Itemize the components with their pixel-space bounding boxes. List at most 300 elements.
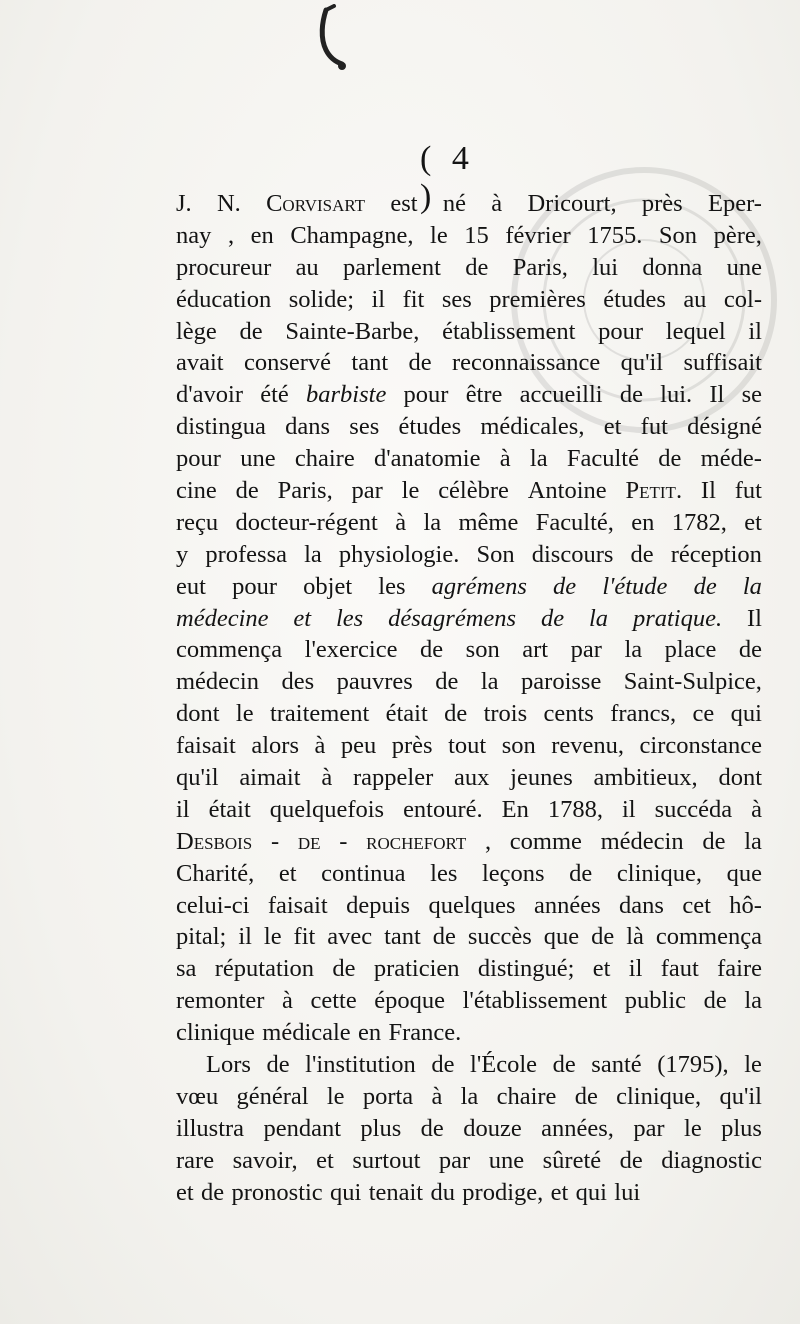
word: près <box>391 732 433 760</box>
word: tant <box>384 923 421 951</box>
word: été <box>260 381 289 409</box>
word: à <box>499 445 511 473</box>
word: suffisait <box>683 349 762 377</box>
text-line <box>176 1049 762 1081</box>
word: février <box>505 221 571 249</box>
word: entouré. <box>403 795 483 823</box>
text-line <box>176 220 762 252</box>
word: Champagne, <box>290 221 414 249</box>
text-line <box>176 188 762 220</box>
word: N. <box>216 190 241 217</box>
word: faisait <box>267 891 328 919</box>
word: revenu, <box>551 732 625 760</box>
word: par <box>570 636 602 664</box>
text-line <box>176 634 762 666</box>
text-line <box>176 603 762 635</box>
word: là <box>626 923 644 951</box>
word: en <box>631 508 655 536</box>
word: médecin <box>176 668 259 696</box>
word: la <box>624 636 643 664</box>
word: J. <box>176 190 192 217</box>
word: à <box>395 508 407 536</box>
word: son <box>465 636 500 664</box>
word: Il <box>700 477 716 505</box>
word: les <box>336 604 364 632</box>
word: la <box>742 572 762 600</box>
word: Faculté <box>566 445 639 473</box>
word: tant <box>351 349 389 377</box>
word: surtout <box>352 1146 421 1174</box>
word: lui <box>592 253 619 281</box>
text-line <box>176 475 762 507</box>
word: la <box>744 987 762 1015</box>
word: lui <box>614 1178 641 1206</box>
word: et <box>176 1178 194 1206</box>
word: de <box>431 1051 455 1079</box>
word: le <box>744 1051 762 1079</box>
word: par <box>438 1146 471 1174</box>
word: il <box>176 795 190 823</box>
word: de <box>693 572 717 600</box>
word: le <box>263 923 282 951</box>
text-line <box>176 1113 762 1145</box>
word: de <box>738 636 762 664</box>
page-number: ( 4 ) <box>420 140 475 215</box>
text-line <box>176 858 762 890</box>
word: porta <box>362 1082 414 1110</box>
word: pronostic <box>231 1178 323 1206</box>
text-line <box>176 730 762 762</box>
word: médicale <box>262 1019 351 1047</box>
word: du <box>430 1178 455 1206</box>
word: Eper- <box>708 190 762 217</box>
word: études <box>603 285 666 313</box>
text-line <box>176 826 762 858</box>
word: une <box>488 1146 525 1174</box>
word: Il <box>709 381 725 409</box>
word: que <box>726 859 762 887</box>
word: la <box>480 668 499 696</box>
word: à <box>282 987 293 1015</box>
word: aux <box>454 764 490 792</box>
word: que <box>543 923 580 951</box>
word: de <box>552 1051 576 1079</box>
word: hô- <box>729 891 762 919</box>
word: clinique, <box>616 859 702 887</box>
word: de <box>432 923 456 951</box>
word: le <box>235 700 254 728</box>
word: conservé <box>243 349 332 377</box>
word: fut <box>640 413 668 441</box>
word: lège <box>176 317 217 345</box>
word: qu'il <box>176 764 219 792</box>
text-line <box>176 794 762 826</box>
word: douze <box>463 1114 522 1142</box>
word: Charité, <box>176 859 255 887</box>
word: diagnostic <box>661 1146 762 1174</box>
word: général <box>236 1082 309 1110</box>
word: désagrémens <box>388 604 517 632</box>
word: à <box>431 1082 443 1110</box>
word: docteur-régent <box>235 508 378 536</box>
text-line <box>176 666 762 698</box>
word: pour <box>176 445 221 473</box>
word: clinique <box>176 1019 255 1047</box>
word: de <box>658 445 682 473</box>
word: alors <box>251 732 299 760</box>
word: au <box>295 253 319 281</box>
word: les <box>430 859 458 887</box>
word: et <box>603 413 622 441</box>
text-line <box>176 921 762 953</box>
word: dans <box>285 413 331 441</box>
word: qui <box>575 1178 607 1206</box>
word: 1788, <box>547 795 603 823</box>
word: à <box>314 732 326 760</box>
word: d'anatomie <box>373 445 481 473</box>
word: pital; <box>176 923 227 951</box>
word: se <box>741 381 762 409</box>
word: agrémens <box>431 572 527 600</box>
ink-mark-icon <box>312 4 352 76</box>
word: les <box>378 572 406 600</box>
word: objet <box>303 572 353 600</box>
word: est <box>390 190 418 217</box>
word: cents <box>543 700 594 728</box>
word: né <box>442 190 466 217</box>
word: la <box>744 827 762 855</box>
word: place <box>664 636 717 664</box>
word: avec <box>327 923 373 951</box>
word: plus <box>360 1114 402 1142</box>
word: eut <box>176 572 206 600</box>
word: de <box>619 381 643 409</box>
word: quelquefois <box>269 795 385 823</box>
word: dont <box>718 764 762 792</box>
word: Petit. <box>625 477 683 505</box>
word: de <box>435 668 459 696</box>
word: à <box>491 190 503 217</box>
word: des <box>281 668 315 696</box>
text-line <box>176 698 762 730</box>
word: quelques <box>428 891 516 919</box>
word: de <box>630 540 654 568</box>
word: solide; <box>288 285 355 313</box>
word: éducation <box>176 285 272 313</box>
word: pour <box>403 381 449 409</box>
word: années, <box>541 1114 614 1142</box>
word: Corvisart <box>266 190 366 217</box>
word: époque <box>374 987 446 1015</box>
word: continua <box>321 859 406 887</box>
word: pour <box>598 317 644 345</box>
word: chaire <box>294 445 355 473</box>
word: et <box>293 604 312 632</box>
text-line <box>176 379 762 411</box>
text-line <box>176 985 762 1017</box>
word: et <box>550 1178 569 1206</box>
word: public <box>624 987 687 1015</box>
word: une <box>240 445 276 473</box>
word: de <box>420 1114 444 1142</box>
word: plus <box>721 1114 762 1142</box>
word: faut <box>660 955 699 983</box>
word: premières <box>489 285 586 313</box>
word: Son <box>476 540 515 568</box>
word: réputation <box>214 955 315 983</box>
word: barbiste <box>306 381 387 409</box>
word: ambitieux, <box>593 764 698 792</box>
word: qui <box>330 1178 362 1206</box>
word: cet <box>682 891 711 919</box>
word: leçons <box>481 859 545 887</box>
word: Il <box>747 604 762 632</box>
word: désigné <box>687 413 762 441</box>
word: l'exercice <box>304 636 398 664</box>
word: Lors <box>206 1051 251 1079</box>
word: Paris, <box>277 477 333 505</box>
word: de <box>574 1082 598 1110</box>
word: de <box>444 700 468 728</box>
word: succès <box>467 923 532 951</box>
word: ce <box>692 700 715 728</box>
word: médicales, <box>480 413 585 441</box>
word: de <box>591 923 615 951</box>
word: de <box>239 317 263 345</box>
text-line <box>176 539 762 571</box>
word: faisait <box>176 732 236 760</box>
word: Sainte-Barbe, <box>285 317 420 345</box>
word: la <box>529 445 548 473</box>
word: praticien <box>373 955 460 983</box>
word: dans <box>619 891 664 919</box>
word: vœu <box>176 1082 219 1110</box>
word: rochefort <box>366 827 467 855</box>
word: le <box>684 1114 702 1142</box>
word: pratique. <box>632 604 723 632</box>
word: francs, <box>610 700 677 728</box>
word: il <box>371 285 386 313</box>
word: remonter <box>176 987 265 1015</box>
word: ses <box>349 413 380 441</box>
word: - <box>270 827 280 855</box>
word: cine <box>176 477 217 505</box>
word: celui-ci <box>176 891 250 919</box>
word: sûreté <box>542 1146 602 1174</box>
word: art <box>522 636 549 664</box>
word: Saint-Sulpice, <box>623 668 762 696</box>
word: qu'il <box>719 1082 762 1110</box>
word: par <box>351 477 383 505</box>
word: sa <box>176 955 197 983</box>
word: lui. <box>660 381 693 409</box>
word: le <box>430 221 448 249</box>
word: célèbre <box>438 477 509 505</box>
word: donna <box>642 253 703 281</box>
word: Antoine <box>527 477 607 505</box>
text-line <box>176 1017 762 1049</box>
text-line <box>176 1145 762 1177</box>
word: savoir, <box>232 1146 298 1174</box>
text-line <box>176 443 762 475</box>
word: de <box>266 1051 290 1079</box>
word: et <box>592 955 611 983</box>
word: distingua <box>176 413 266 441</box>
word: France. <box>388 1019 462 1047</box>
text-line <box>176 507 762 539</box>
text-line <box>176 316 762 348</box>
word: de <box>703 987 727 1015</box>
word: une <box>726 253 762 281</box>
word: d'avoir <box>176 381 244 409</box>
word: traitement <box>269 700 370 728</box>
text-line <box>176 252 762 284</box>
word: était <box>208 795 251 823</box>
word: pour <box>232 572 277 600</box>
text-line <box>176 347 762 379</box>
word: le <box>401 477 420 505</box>
text-line <box>176 571 762 603</box>
word: études <box>398 413 462 441</box>
word: au <box>683 285 707 313</box>
word: faire <box>717 955 762 983</box>
word: , <box>484 827 492 855</box>
word: son <box>501 732 536 760</box>
word: 1782, <box>671 508 727 536</box>
word: En <box>501 795 529 823</box>
word: l'établissement <box>462 987 608 1015</box>
word: et <box>744 508 762 536</box>
word: col- <box>723 285 762 313</box>
word: tenait <box>368 1178 424 1206</box>
word: méde- <box>700 445 762 473</box>
word: succéda <box>654 795 733 823</box>
word: reconnaissance <box>451 349 601 377</box>
word: de <box>235 477 259 505</box>
word: qu'il <box>620 349 664 377</box>
word: de <box>569 859 593 887</box>
word: l'École <box>470 1051 538 1079</box>
text-line <box>176 890 762 922</box>
word: professa <box>205 540 287 568</box>
word: l'institution <box>305 1051 416 1079</box>
text-line <box>176 762 762 794</box>
word: Dricourt, <box>527 190 617 217</box>
word: discours <box>531 540 614 568</box>
word: commença <box>655 923 762 951</box>
word: cette <box>310 987 357 1015</box>
paragraph <box>176 1049 762 1208</box>
word: avait <box>176 349 224 377</box>
word: qui <box>730 700 762 728</box>
body-text <box>176 188 762 1209</box>
word: de <box>702 827 726 855</box>
word: la <box>588 604 609 632</box>
word: illustra <box>176 1114 245 1142</box>
word: il <box>621 795 636 823</box>
word: de <box>553 572 577 600</box>
word: physiologie. <box>338 540 460 568</box>
text-line <box>176 1177 762 1209</box>
word: parlement <box>343 253 441 281</box>
word: était <box>385 700 428 728</box>
word: père, <box>713 221 762 249</box>
word: pauvres <box>336 668 413 696</box>
word: années <box>533 891 601 919</box>
word: en <box>358 1019 382 1047</box>
word: jeunes <box>510 764 573 792</box>
word: et <box>278 859 297 887</box>
word: il <box>748 317 762 345</box>
word: la <box>460 1082 479 1110</box>
word: Desbois <box>176 827 253 855</box>
text-line <box>176 411 762 443</box>
word: établissement <box>442 317 576 345</box>
word: distingué; <box>477 955 575 983</box>
word: reçu <box>176 508 219 536</box>
word: aimait <box>239 764 301 792</box>
word: de <box>619 1146 643 1174</box>
word: rare <box>176 1146 215 1174</box>
word: de <box>332 955 356 983</box>
word: fit <box>293 923 316 951</box>
word: lequel <box>665 317 726 345</box>
word: tout <box>448 732 487 760</box>
word: nay <box>176 221 212 249</box>
text-line <box>176 284 762 316</box>
word: peu <box>340 732 377 760</box>
word: de <box>465 253 489 281</box>
word: réception <box>670 540 762 568</box>
word: chaire <box>496 1082 557 1110</box>
word: accueilli <box>519 381 603 409</box>
word: 15 <box>464 221 489 249</box>
word: la <box>304 540 322 568</box>
word: procureur <box>176 253 272 281</box>
word: de <box>201 1178 225 1206</box>
word: de <box>297 827 321 855</box>
word: le <box>326 1082 345 1110</box>
text-line <box>176 1081 762 1113</box>
word: de <box>408 349 432 377</box>
word: par <box>633 1114 665 1142</box>
word: près <box>641 190 683 217</box>
paragraph <box>176 188 762 1049</box>
word: prodige, <box>462 1178 544 1206</box>
word: il <box>238 923 252 951</box>
word: (1795), <box>657 1051 729 1079</box>
word: à <box>321 764 333 792</box>
word: être <box>465 381 503 409</box>
word: même <box>458 508 519 536</box>
word: rappeler <box>352 764 434 792</box>
word: dont <box>176 700 220 728</box>
word: Paris, <box>512 253 568 281</box>
word: de <box>540 604 565 632</box>
word: depuis <box>346 891 411 919</box>
word: circonstance <box>639 732 762 760</box>
word: médecin <box>600 827 684 855</box>
word: en <box>250 221 274 249</box>
word: médecine <box>176 604 269 632</box>
word: fit <box>402 285 425 313</box>
word: clinique, <box>616 1082 702 1110</box>
word: commença <box>176 636 283 664</box>
word: la <box>423 508 442 536</box>
word: y <box>176 540 189 568</box>
word: trois <box>483 700 528 728</box>
word: l'étude <box>602 572 668 600</box>
